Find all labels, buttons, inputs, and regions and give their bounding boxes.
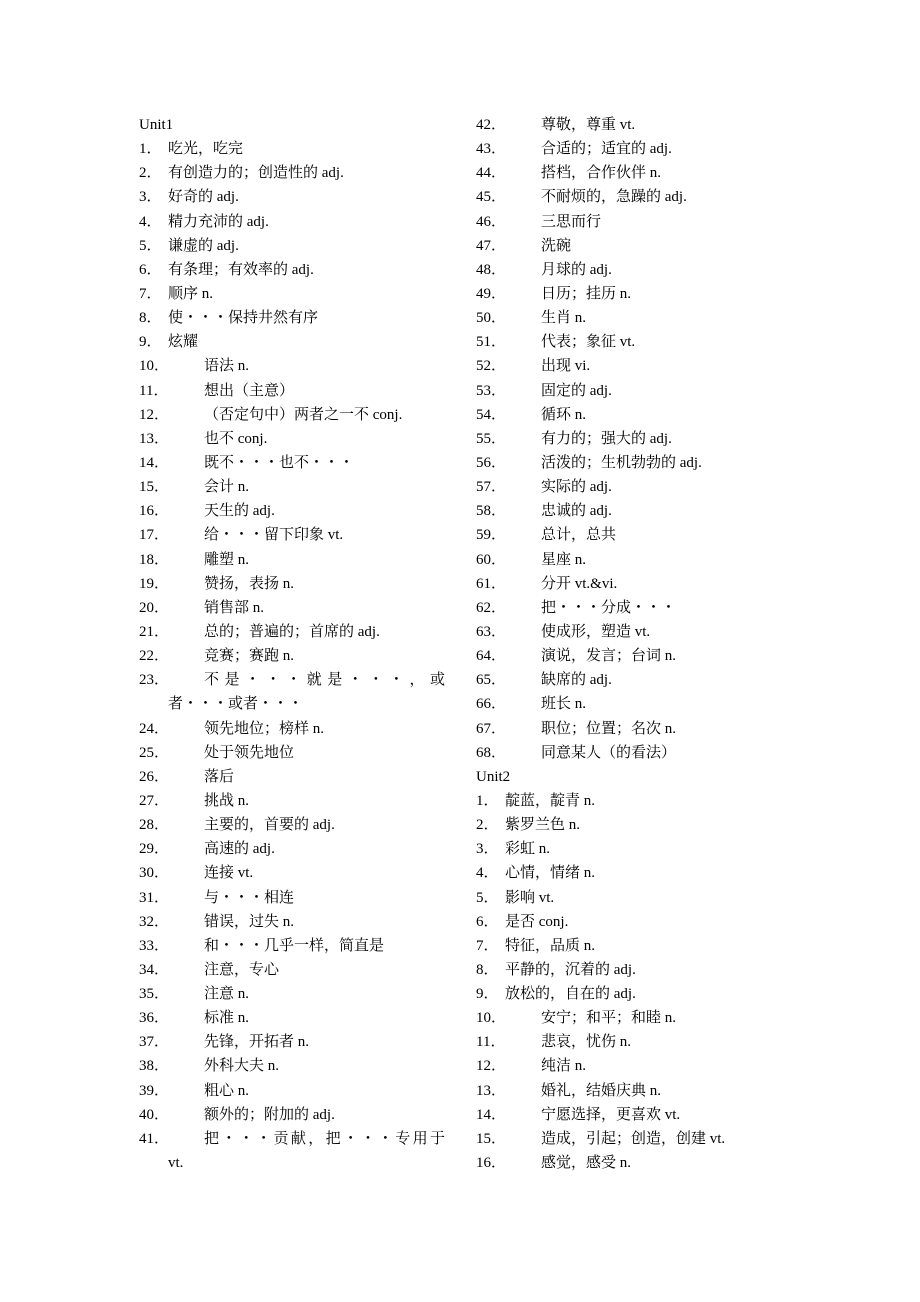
- vocab-item: [476, 910, 786, 934]
- vocab-item: [139, 330, 449, 354]
- unit-heading: Unit2: [476, 768, 511, 785]
- item-number: 8．: [139, 310, 162, 327]
- item-text: 总的；普遍的；首席的 adj.: [204, 623, 380, 640]
- item-text: 语法 n.: [204, 358, 250, 375]
- item-number: 43．: [476, 141, 507, 158]
- vocab-item: [476, 572, 786, 596]
- item-number: 50．: [476, 310, 507, 327]
- vocab-item: [476, 789, 786, 813]
- item-number: 4．: [139, 213, 162, 230]
- item-text: 想出（主意）: [204, 382, 295, 399]
- vocab-item: [139, 475, 449, 499]
- item-text: 心情，情绪 n.: [505, 865, 596, 882]
- item-text: 不耐烦的，急躁的 adj.: [541, 189, 687, 206]
- item-text: 特征，品质 n.: [505, 937, 596, 954]
- vocab-item: [139, 1006, 449, 1030]
- vocab-item: [139, 837, 449, 861]
- vocab-item: [139, 813, 449, 837]
- vocab-item: [476, 185, 786, 209]
- vocab-item: [476, 861, 786, 885]
- vocab-item: [476, 451, 786, 475]
- item-text: 注意，专心: [204, 961, 280, 978]
- vocab-item: [139, 210, 449, 234]
- item-number: 49．: [476, 285, 507, 302]
- vocab-item: [139, 379, 449, 403]
- item-text: 影响 vt.: [505, 889, 555, 906]
- unit-heading: Unit1: [139, 117, 174, 133]
- vocab-item: [476, 1030, 786, 1054]
- item-number: 34．: [139, 961, 170, 978]
- item-text: 有力的；强大的 adj.: [541, 430, 672, 447]
- vocab-item: [476, 813, 786, 837]
- item-text: 循环 n.: [541, 406, 587, 423]
- item-text: 缺席的 adj.: [541, 672, 612, 689]
- item-number: 42．: [476, 117, 507, 133]
- item-number: 33．: [139, 937, 170, 954]
- item-number: 24．: [139, 720, 170, 737]
- vocab-item: [139, 620, 449, 644]
- vocab-item: [476, 379, 786, 403]
- vocab-item: [476, 596, 786, 620]
- item-text: 纯洁 n.: [541, 1058, 587, 1075]
- item-number: 55．: [476, 430, 507, 447]
- item-number: 40．: [139, 1106, 170, 1123]
- item-text: 活泼的；生机勃勃的 adj.: [541, 454, 702, 471]
- item-number: 45．: [476, 189, 507, 206]
- item-number: 56．: [476, 454, 507, 471]
- vocab-item: [476, 668, 786, 692]
- vocab-item: [476, 306, 786, 330]
- vocab-item: [139, 499, 449, 523]
- item-text: 生肖 n.: [541, 310, 587, 327]
- item-text: 班长 n.: [541, 696, 587, 713]
- item-text: 也不 conj.: [204, 430, 268, 447]
- item-number: 6．: [476, 913, 499, 930]
- vocab-item: [139, 958, 449, 982]
- item-text: 注意 n.: [204, 986, 250, 1003]
- item-number: 5．: [476, 889, 499, 906]
- vocab-item: [476, 258, 786, 282]
- vocab-item: [476, 886, 786, 910]
- item-text: 与・・・相连: [204, 889, 295, 906]
- item-text: 赞扬，表扬 n.: [204, 575, 295, 592]
- item-text: 宁愿选择，更喜欢 vt.: [541, 1106, 681, 1123]
- item-number: 38．: [139, 1058, 170, 1075]
- item-text: 把・・・分成・・・: [541, 599, 677, 616]
- item-text: 月球的 adj.: [541, 261, 612, 278]
- item-number: 39．: [139, 1082, 170, 1099]
- vocab-item: [476, 717, 786, 741]
- vocab-item: [476, 982, 786, 1006]
- item-number: 36．: [139, 1010, 170, 1027]
- item-number: 61．: [476, 575, 507, 592]
- vocab-item: [139, 861, 449, 885]
- item-number: 41．: [139, 1130, 170, 1147]
- vocab-item: [139, 282, 449, 306]
- item-text: 和・・・几乎一样，简直是: [204, 937, 385, 954]
- item-number: 13．: [476, 1082, 507, 1099]
- item-number: 11．: [139, 382, 169, 399]
- vocab-item: [139, 789, 449, 813]
- vocab-item: [139, 596, 449, 620]
- item-text: 有创造力的；创造性的 adj.: [168, 165, 344, 182]
- item-number: 12．: [476, 1058, 507, 1075]
- item-text: 洗碗: [541, 237, 572, 254]
- item-text: 高速的 adj.: [204, 841, 275, 858]
- item-text: 把・・・贡献，把・・・专用于: [204, 1130, 445, 1147]
- vocab-item: [139, 1079, 449, 1103]
- item-text: 顺序 n.: [168, 285, 214, 302]
- vocab-item: [139, 886, 449, 910]
- item-number: 65．: [476, 672, 507, 689]
- vocab-item: [476, 958, 786, 982]
- item-text: 连接 vt.: [204, 865, 254, 882]
- vocab-item: [476, 620, 786, 644]
- vocab-item: [476, 161, 786, 185]
- item-text: 主要的，首要的 adj.: [204, 817, 335, 834]
- item-number: 9．: [476, 986, 499, 1003]
- vocab-item: [476, 934, 786, 958]
- item-text: 谦虚的 adj.: [168, 237, 239, 254]
- vocab-item-continuation: [139, 692, 449, 716]
- item-text: 搭档，合作伙伴 n.: [541, 165, 662, 182]
- item-number: 44．: [476, 165, 507, 182]
- item-text: 分开 vt.&vi.: [541, 575, 618, 592]
- item-text: 是否 conj.: [505, 913, 569, 930]
- item-text: 落后: [204, 768, 235, 785]
- item-number: 12．: [139, 406, 170, 423]
- item-number: 26．: [139, 768, 170, 785]
- item-number: 11．: [476, 1034, 506, 1051]
- vocab-item: [139, 234, 449, 258]
- item-text: 实际的 adj.: [541, 479, 612, 496]
- item-number: 15．: [476, 1130, 507, 1147]
- item-number: 46．: [476, 213, 507, 230]
- item-number: 4．: [476, 865, 499, 882]
- item-text: 同意某人（的看法）: [541, 744, 677, 761]
- item-text: 吃光，吃完: [168, 141, 244, 158]
- vocab-item: [139, 982, 449, 1006]
- item-number: 68．: [476, 744, 507, 761]
- item-number: 53．: [476, 382, 507, 399]
- item-number: 25．: [139, 744, 170, 761]
- vocab-item: [476, 210, 786, 234]
- item-text: 日历；挂历 n.: [541, 285, 632, 302]
- item-number: 23．: [139, 672, 170, 689]
- vocab-item: [139, 427, 449, 451]
- item-number: 19．: [139, 575, 170, 592]
- item-text: 错误，过失 n.: [204, 913, 295, 930]
- item-number: 29．: [139, 841, 170, 858]
- item-text: 出现 vi.: [541, 358, 591, 375]
- vocab-item: [139, 741, 449, 765]
- item-text: 给・・・留下印象 vt.: [204, 527, 344, 544]
- item-number: 14．: [139, 454, 170, 471]
- item-text: 感觉，感受 n.: [541, 1155, 632, 1172]
- item-number: 64．: [476, 648, 507, 665]
- item-number: 27．: [139, 792, 170, 809]
- item-number: 2．: [476, 817, 499, 834]
- vocab-item: [476, 837, 786, 861]
- vocab-item: [139, 1054, 449, 1078]
- vocab-item: [476, 1079, 786, 1103]
- vocab-item: [476, 354, 786, 378]
- item-text: 天生的 adj.: [204, 503, 275, 520]
- vocab-item: [476, 282, 786, 306]
- item-text: 婚礼，结婚庆典 n.: [541, 1082, 662, 1099]
- item-number: 16．: [476, 1155, 507, 1172]
- item-text: 造成，引起；创造，创建 vt.: [541, 1130, 726, 1147]
- vocab-item: [476, 741, 786, 765]
- vocab-item: [476, 403, 786, 427]
- vocab-item: [139, 1030, 449, 1054]
- vocab-item: [139, 644, 449, 668]
- item-number: 1．: [476, 792, 499, 809]
- vocab-item: [139, 306, 449, 330]
- item-text: 挑战 n.: [204, 792, 250, 809]
- vocab-item: [139, 403, 449, 427]
- item-text: 使成形，塑造 vt.: [541, 623, 651, 640]
- item-text: 有条理；有效率的 adj.: [168, 261, 314, 278]
- vocab-item: [139, 258, 449, 282]
- vocab-item: [476, 234, 786, 258]
- item-text: 粗心 n.: [204, 1082, 250, 1099]
- item-number: 13．: [139, 430, 170, 447]
- vocab-item: [476, 523, 786, 547]
- vocab-item: [476, 427, 786, 451]
- vocab-item: [476, 548, 786, 572]
- item-text: 雕塑 n.: [204, 551, 250, 568]
- item-text: 先锋，开拓者 n.: [204, 1034, 310, 1051]
- item-number: 47．: [476, 237, 507, 254]
- vocab-item: [139, 717, 449, 741]
- vocab-item-continuation: [139, 1151, 449, 1175]
- item-number: 67．: [476, 720, 507, 737]
- vocab-item: [139, 934, 449, 958]
- item-number: 18．: [139, 551, 170, 568]
- vocab-item: [139, 451, 449, 475]
- vocab-item: [139, 765, 449, 789]
- vocab-item: [139, 137, 449, 161]
- item-text: 好奇的 adj.: [168, 189, 239, 206]
- item-text: 放松的，自在的 adj.: [505, 986, 636, 1003]
- item-text: 炫耀: [168, 334, 199, 351]
- item-number: 37．: [139, 1034, 170, 1051]
- item-number: 63．: [476, 623, 507, 640]
- item-text: 悲哀，忧伤 n.: [541, 1034, 632, 1051]
- item-number: 21．: [139, 623, 170, 640]
- left-column: [139, 113, 449, 1175]
- item-number: 30．: [139, 865, 170, 882]
- vocab-item: [139, 354, 449, 378]
- item-number: 59．: [476, 527, 507, 544]
- vocab-item: [476, 113, 786, 137]
- item-text: 不是・・・就是・・・，或: [204, 672, 445, 689]
- item-number: 3．: [476, 841, 499, 858]
- vocab-item: [476, 330, 786, 354]
- item-number: 8．: [476, 961, 499, 978]
- item-number: 58．: [476, 503, 507, 520]
- item-number: 48．: [476, 261, 507, 278]
- vocab-item: [139, 161, 449, 185]
- item-number: 66．: [476, 696, 507, 713]
- vocab-item: [139, 1127, 449, 1151]
- vocab-item: [476, 1006, 786, 1030]
- vocab-item: [476, 499, 786, 523]
- item-number: 54．: [476, 406, 507, 423]
- item-text: 标准 n.: [204, 1010, 250, 1027]
- item-number: 9．: [139, 334, 162, 351]
- item-text: 安宁；和平；和睦 n.: [541, 1010, 677, 1027]
- item-number: 57．: [476, 479, 507, 496]
- item-text: 额外的；附加的 adj.: [204, 1106, 335, 1123]
- item-number: 22．: [139, 648, 170, 665]
- item-number: 10．: [476, 1010, 507, 1027]
- vocab-item: [139, 523, 449, 547]
- item-number: 28．: [139, 817, 170, 834]
- item-text: 既不・・・也不・・・: [204, 454, 355, 471]
- item-text: 三思而行: [541, 213, 602, 230]
- item-number: 51．: [476, 334, 507, 351]
- vocab-item: [476, 1054, 786, 1078]
- item-number: 20．: [139, 599, 170, 616]
- item-text: 靛蓝，靛青 n.: [505, 792, 596, 809]
- item-text: 紫罗兰色 n.: [505, 817, 581, 834]
- vocab-item: [139, 572, 449, 596]
- item-number: 6．: [139, 261, 162, 278]
- item-text: 职位；位置；名次 n.: [541, 720, 677, 737]
- item-number: 7．: [476, 937, 499, 954]
- item-number: 60．: [476, 551, 507, 568]
- item-number: 14．: [476, 1106, 507, 1123]
- item-number: 2．: [139, 165, 162, 182]
- item-text: 外科大夫 n.: [204, 1058, 280, 1075]
- vocab-item: [476, 137, 786, 161]
- item-text: 固定的 adj.: [541, 382, 612, 399]
- item-text: 竞赛；赛跑 n.: [204, 648, 295, 665]
- item-text: 销售部 n.: [204, 599, 265, 616]
- vocab-item: [139, 668, 449, 692]
- item-text: 使・・・保持井然有序: [168, 310, 319, 327]
- item-text: 彩虹 n.: [505, 841, 551, 858]
- item-number: 35．: [139, 986, 170, 1003]
- vocab-item: [476, 1127, 786, 1151]
- item-number: 16．: [139, 503, 170, 520]
- item-text: 处于领先地位: [204, 744, 295, 761]
- vocab-item: [476, 692, 786, 716]
- item-number: 31．: [139, 889, 170, 906]
- vocab-item: [139, 910, 449, 934]
- item-number: 15．: [139, 479, 170, 496]
- vocab-item: [476, 1103, 786, 1127]
- item-number: 62．: [476, 599, 507, 616]
- item-text-continued: 者・・・或者・・・: [168, 696, 304, 713]
- item-text: 星座 n.: [541, 551, 587, 568]
- vocab-item: [476, 1151, 786, 1175]
- item-text: 会计 n.: [204, 479, 250, 496]
- right-column: [476, 113, 786, 1175]
- item-text: （否定句中）两者之一不 conj.: [204, 406, 403, 423]
- vocab-item: [139, 1103, 449, 1127]
- item-number: 10．: [139, 358, 170, 375]
- item-text: 代表；象征 vt.: [541, 334, 636, 351]
- vocab-item: [476, 644, 786, 668]
- item-number: 7．: [139, 285, 162, 302]
- item-text: 领先地位；榜样 n.: [204, 720, 325, 737]
- item-text-continued: vt.: [168, 1155, 184, 1172]
- item-text: 精力充沛的 adj.: [168, 213, 269, 230]
- item-text: 平静的，沉着的 adj.: [505, 961, 636, 978]
- item-number: 5．: [139, 237, 162, 254]
- item-number: 1．: [139, 141, 162, 158]
- item-number: 3．: [139, 189, 162, 206]
- vocab-item: [139, 548, 449, 572]
- vocab-item: [476, 475, 786, 499]
- item-number: 52．: [476, 358, 507, 375]
- item-text: 忠诚的 adj.: [541, 503, 612, 520]
- vocab-item: [139, 185, 449, 209]
- item-text: 尊敬，尊重 vt.: [541, 117, 636, 133]
- item-text: 合适的；适宜的 adj.: [541, 141, 672, 158]
- item-number: 17．: [139, 527, 170, 544]
- item-text: 总计，总共: [541, 527, 617, 544]
- item-text: 演说，发言；台词 n.: [541, 648, 677, 665]
- item-number: 32．: [139, 913, 170, 930]
